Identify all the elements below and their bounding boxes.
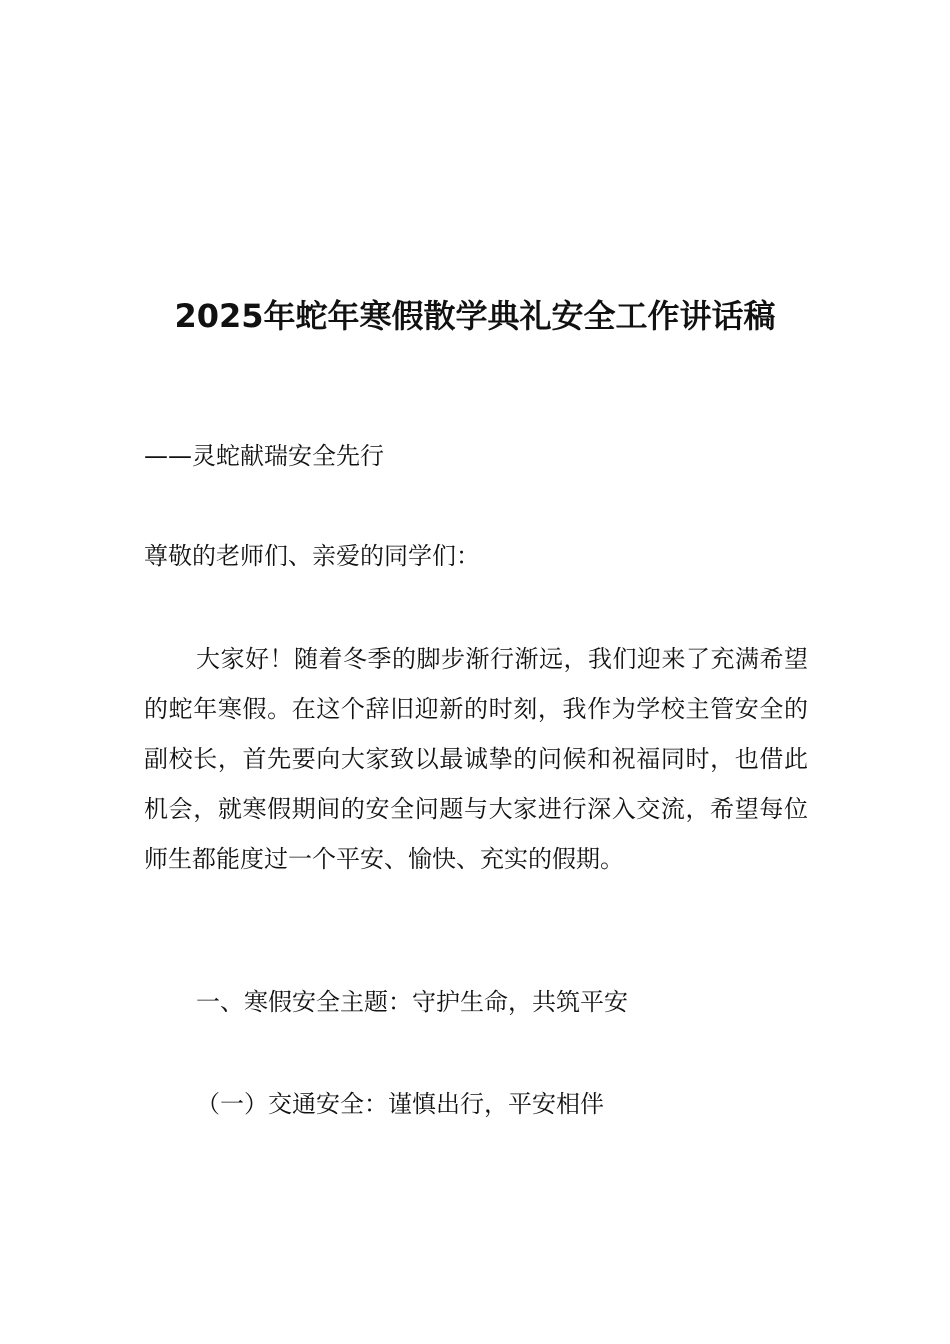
opening-paragraph: 大家好！随着冬季的脚步渐行渐远，我们迎来了充满希望的蛇年寒假。在这个辞旧迎新的时刻，我作为学校主管安全的副校长，首先要向大家致以最诚挚的问候和祝福同时，也借此机会，就寒假期间的安全问题与大家进行深入交流，希望每位师生都能度过一个平安、愉快、充实的假期。 (144, 645, 808, 873)
document-subtitle: ——灵蛇献瑞安全先行 (144, 442, 384, 470)
subsection-heading: （一）交通安全：谨慎出行，平安相伴 (196, 1090, 604, 1118)
document-title: 2025年蛇年寒假散学典礼安全工作讲话稿 (174, 297, 776, 335)
greeting-line: 尊敬的老师们、亲爱的同学们： (144, 542, 480, 570)
section-heading: 一、寒假安全主题：守护生命，共筑平安 (196, 988, 628, 1016)
